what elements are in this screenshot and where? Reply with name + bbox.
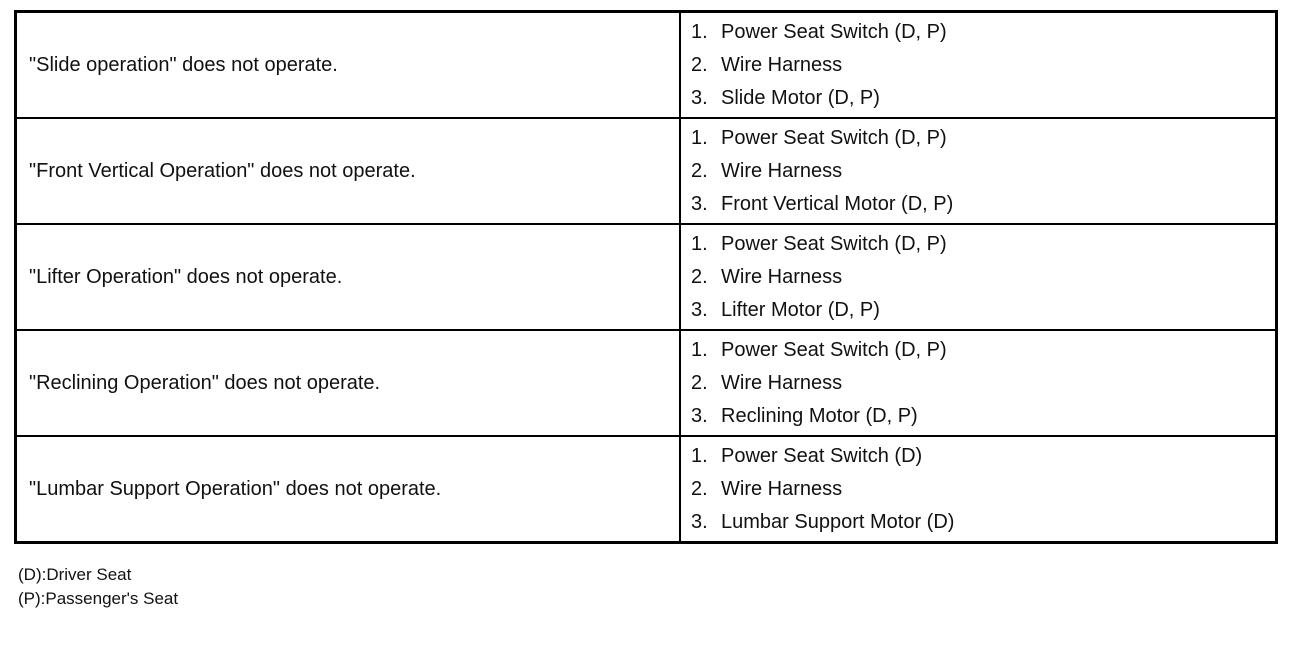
cause-number: 2. [691,371,708,394]
cause-number: 2. [691,159,708,182]
causes-cell [680,224,1277,330]
cause-text: Wire Harness [721,159,843,182]
cause-item [691,49,1275,82]
cause-text: Power Seat Switch (D) [721,444,923,467]
cause-text: Wire Harness [721,265,843,288]
symptom-cell: "Lumbar Support Operation" does not operate. [16,436,681,543]
table-row [16,224,1277,330]
cause-item [691,506,1275,539]
symptom-cell: "Slide operation" does not operate. [16,12,681,119]
cause-text: Wire Harness [721,371,843,394]
cause-item [691,400,1275,433]
cause-text: Power Seat Switch (D, P) [721,126,947,149]
cause-text: Wire Harness [721,477,843,500]
cause-number: 1. [691,20,708,43]
symptom-cell: "Reclining Operation" does not operate. [16,330,681,436]
note-driver-seat: (D):Driver Seat [18,565,132,584]
cause-number: 3. [691,298,708,321]
cause-number: 2. [691,477,708,500]
cause-number: 1. [691,444,708,467]
cause-number: 1. [691,338,708,361]
cause-number: 1. [691,232,708,255]
causes-cell [680,330,1277,436]
cause-item [691,16,1275,49]
causes-cell [680,118,1277,224]
cause-text: Front Vertical Motor (D, P) [721,192,954,215]
cause-number: 3. [691,192,708,215]
troubleshooting-table [14,10,1278,544]
cause-number: 2. [691,265,708,288]
causes-cell [680,436,1277,543]
cause-item [691,334,1275,367]
table-row [16,118,1277,224]
cause-text: Power Seat Switch (D, P) [721,338,947,361]
cause-number: 1. [691,126,708,149]
symptom-cell: "Front Vertical Operation" does not operate. [16,118,681,224]
cause-number: 3. [691,86,708,109]
cause-item [691,440,1275,473]
cause-item [691,188,1275,221]
table-row [16,330,1277,436]
cause-item [691,122,1275,155]
table-row [16,12,1277,119]
cause-item [691,155,1275,188]
table-row [16,436,1277,543]
cause-item [691,294,1275,327]
cause-text: Slide Motor (D, P) [721,86,880,109]
cause-item [691,261,1275,294]
cause-number: 3. [691,510,708,533]
cause-item [691,228,1275,261]
cause-text: Reclining Motor (D, P) [721,404,918,427]
cause-item [691,473,1275,506]
cause-item [691,82,1275,115]
cause-text: Lifter Motor (D, P) [721,298,880,321]
cause-text: Power Seat Switch (D, P) [721,20,947,43]
cause-item [691,367,1275,400]
cause-text: Lumbar Support Motor (D) [721,510,955,533]
symptom-cell: "Lifter Operation" does not operate. [16,224,681,330]
causes-cell [680,12,1277,119]
legend-notes [18,563,178,611]
cause-number: 3. [691,404,708,427]
cause-number: 2. [691,53,708,76]
cause-text: Wire Harness [721,53,843,76]
cause-text: Power Seat Switch (D, P) [721,232,947,255]
note-passenger-seat: (P):Passenger's Seat [18,589,179,608]
